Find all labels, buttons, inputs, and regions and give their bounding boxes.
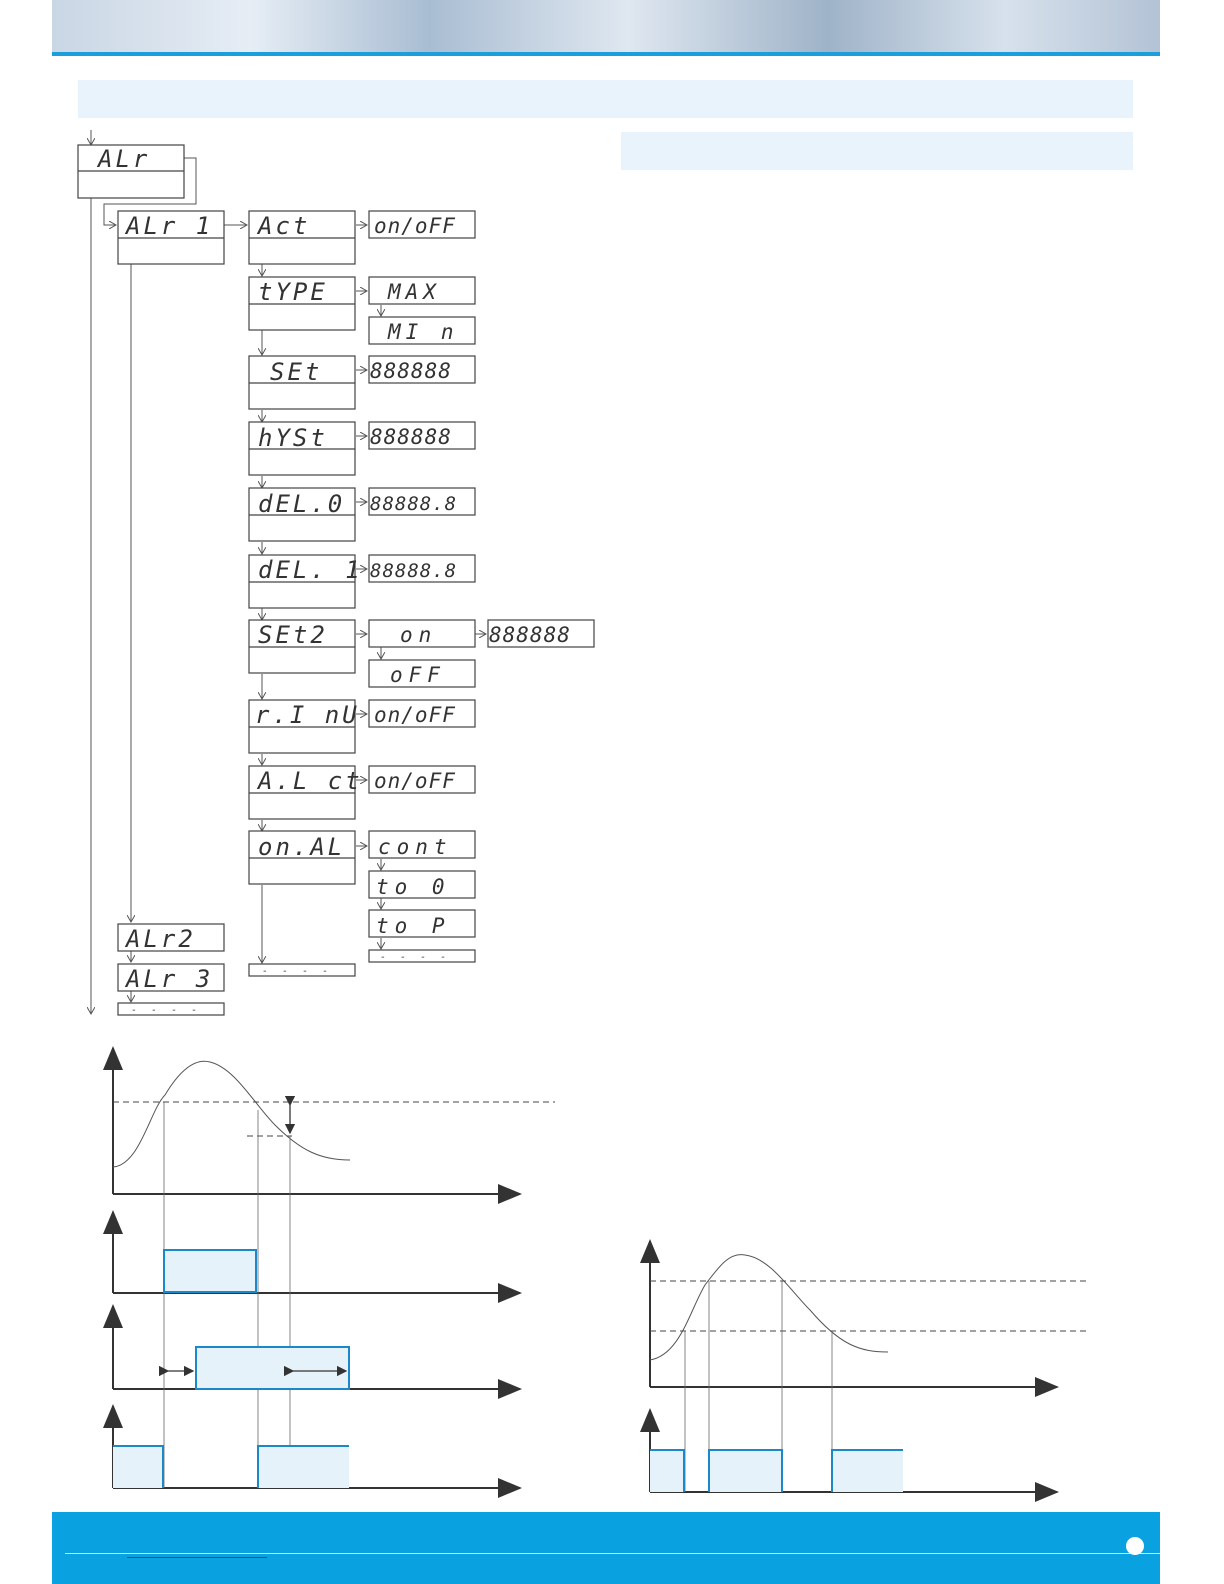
option-set2-on: on — [400, 623, 438, 647]
page-number-badge — [1126, 1537, 1144, 1555]
option-del1-value: 88888.8 — [370, 560, 458, 582]
option-type-min: MI n — [388, 320, 459, 344]
hysteresis-delay-timing-diagram — [0, 1030, 620, 1510]
window-alarm-timing-diagram — [620, 1230, 1100, 1505]
menu-end-marker: - - - - — [131, 1005, 202, 1016]
footer-link[interactable] — [127, 1557, 267, 1558]
option-onal-top: to P — [376, 914, 451, 938]
param-set2-label: SEt2 — [258, 621, 328, 649]
option-alct-onoff: on/oFF — [374, 769, 456, 793]
option-set-value: 888888 — [370, 359, 452, 383]
menu-alarm1-label: ALr 1 — [126, 212, 214, 240]
param-alct-label: A.L ct — [258, 767, 363, 795]
menu-alarm2-label: ALr2 — [126, 925, 196, 953]
alarm-menu-diagram — [0, 0, 620, 1030]
param-del1-label: dEL. 1 — [258, 556, 363, 584]
param-type-label: tYPE — [258, 278, 328, 306]
option-onal-cont: cont — [378, 835, 453, 859]
param-hyst-label: hYSt — [258, 424, 328, 452]
onal-end-marker: - - - - — [380, 952, 451, 963]
option-set2-off: oFF — [390, 663, 446, 687]
option-hyst-value: 888888 — [370, 425, 452, 449]
option-set2-value: 888888 — [489, 623, 571, 647]
subsection-title-bar — [621, 132, 1133, 170]
option-rinu-onoff: on/oFF — [374, 703, 456, 727]
footer-rule — [65, 1553, 1160, 1554]
menu-root-label: ALr — [98, 145, 151, 173]
footer-bar — [52, 1512, 1160, 1584]
param-set-label: SEt — [270, 358, 323, 386]
menu-alarm3-label: ALr 3 — [126, 965, 214, 993]
param-act-label: Act — [258, 212, 311, 240]
param-rinu-label: r.I nU — [255, 701, 360, 729]
option-type-max: MAX — [388, 280, 441, 304]
param-onal-label: on.AL — [258, 833, 346, 861]
option-del0-value: 88888.8 — [370, 493, 458, 515]
param-end-marker: - - - - — [262, 966, 333, 977]
option-act-onoff: on/oFF — [374, 214, 456, 238]
option-onal-to0: to 0 — [376, 875, 451, 899]
param-del0-label: dEL.0 — [258, 490, 346, 518]
